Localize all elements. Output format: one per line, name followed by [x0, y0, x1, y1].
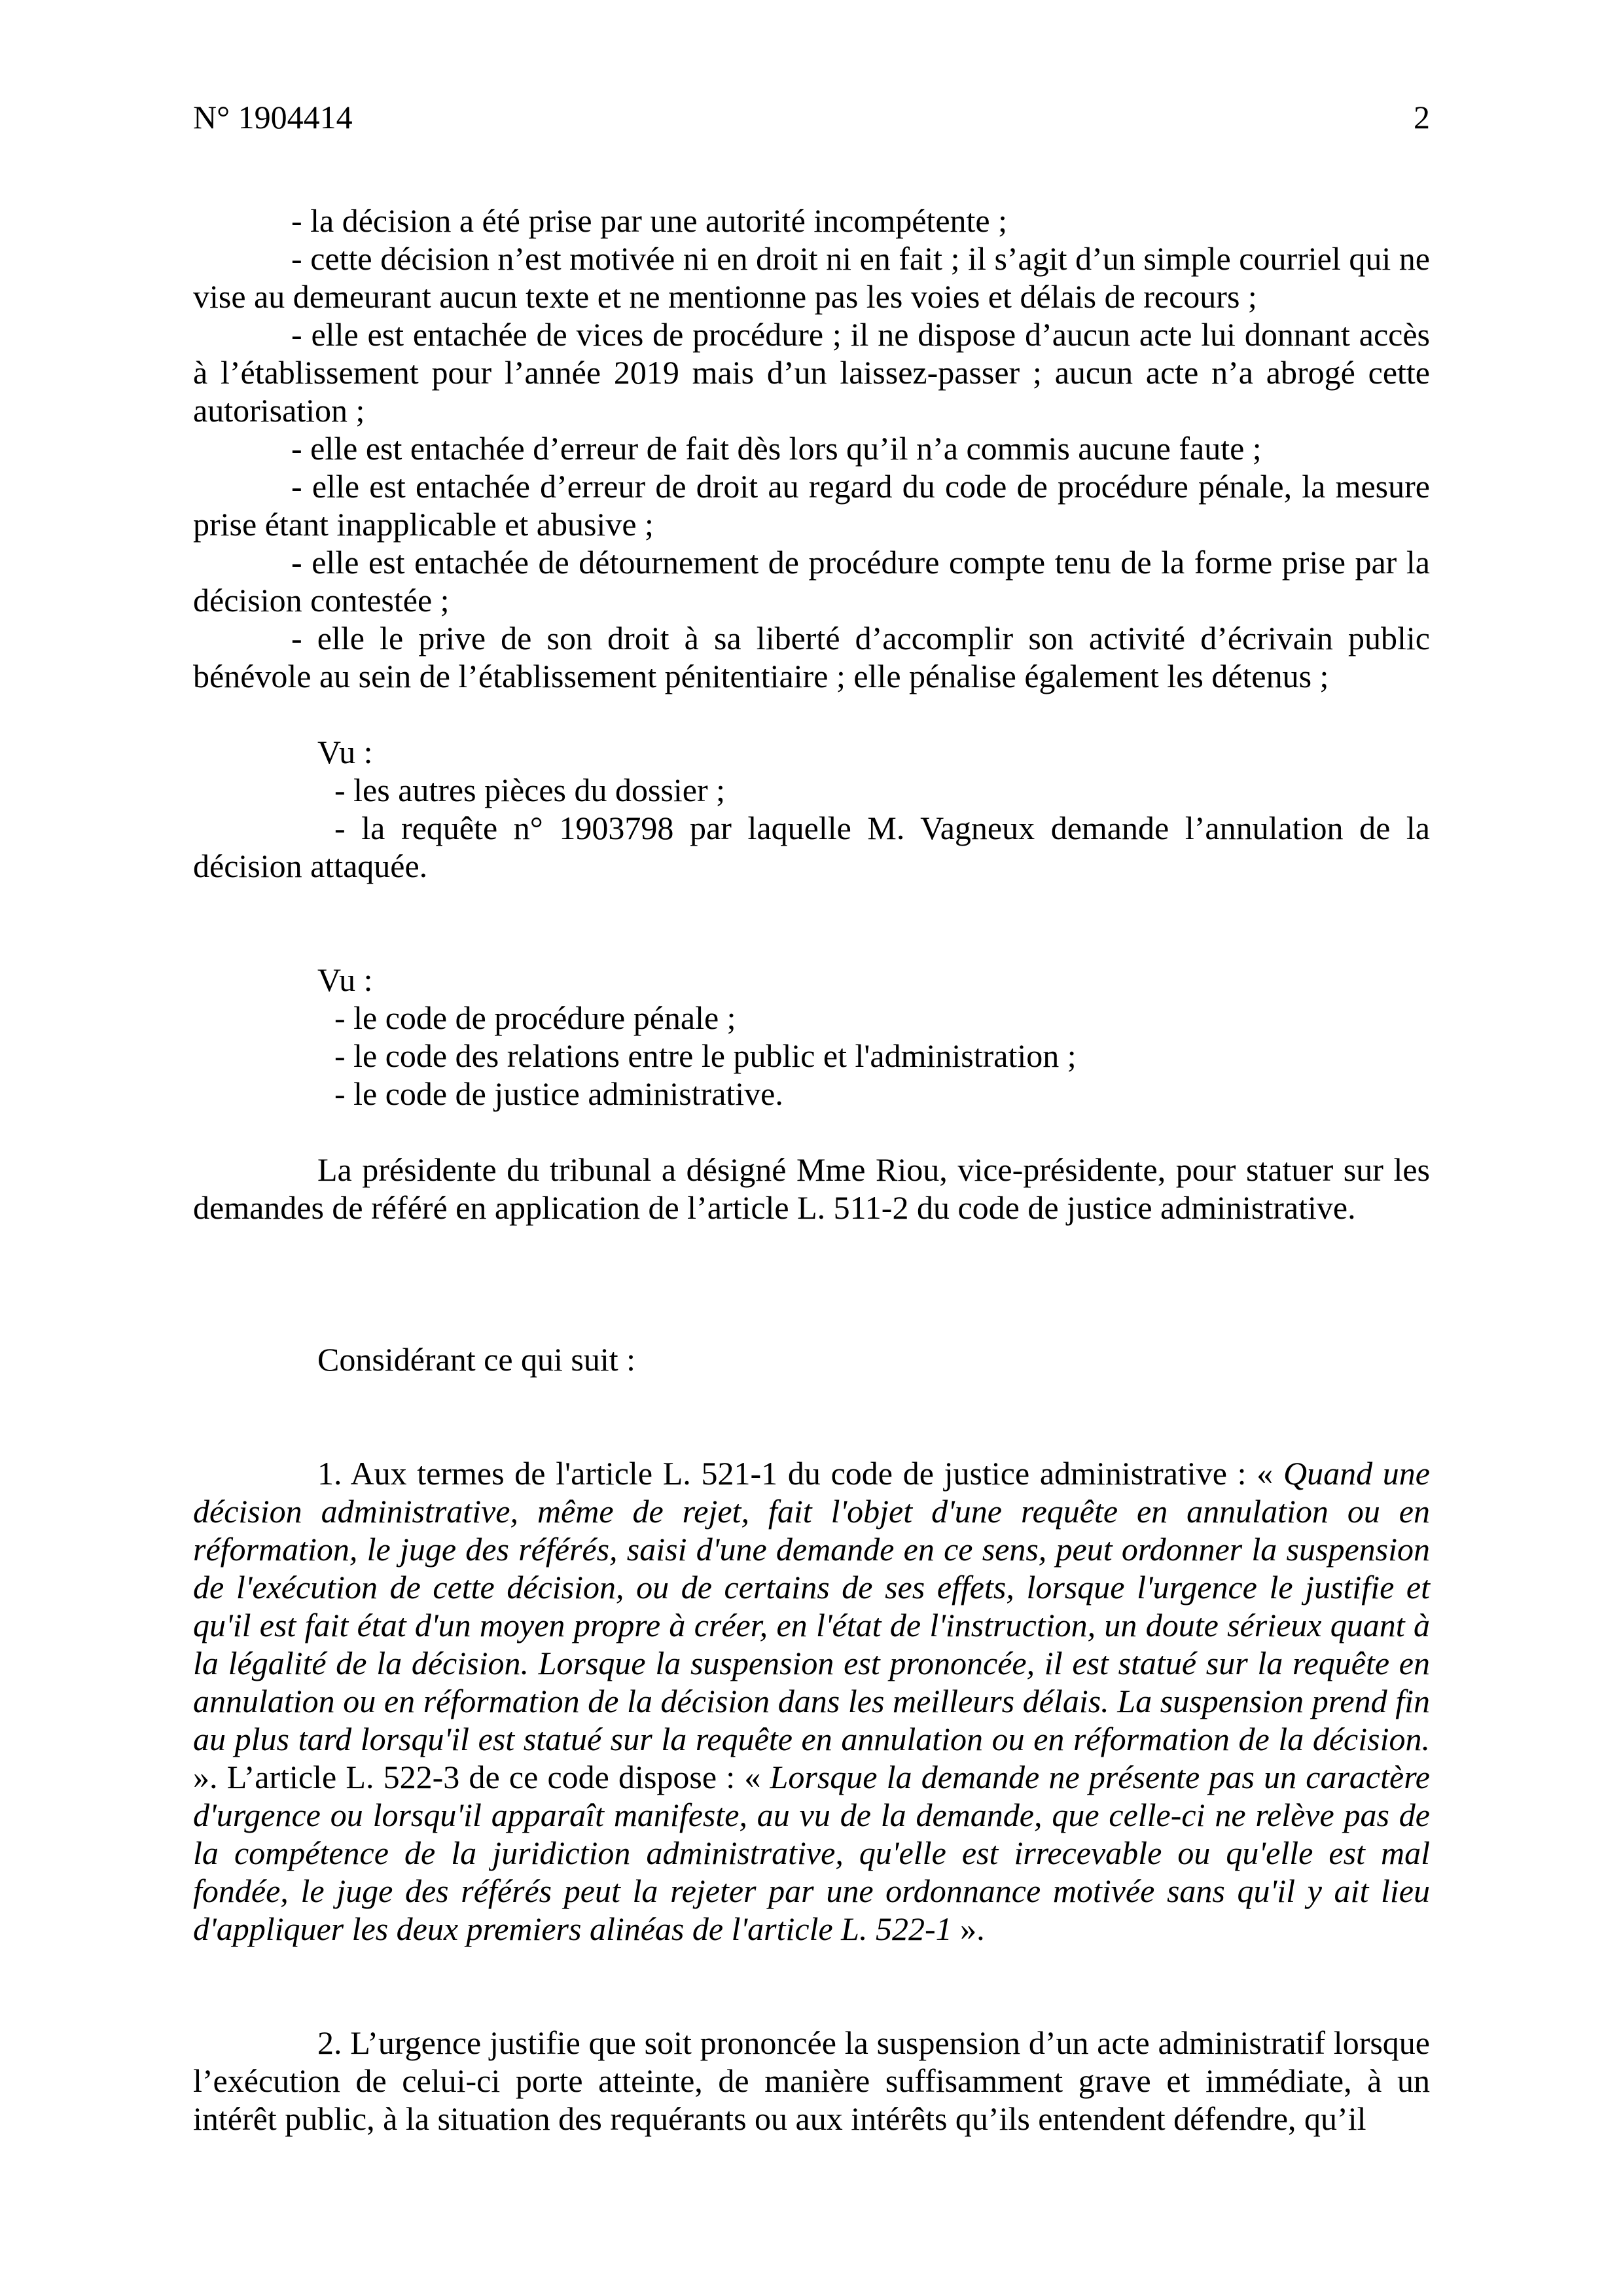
- page-content: [193, 98, 1430, 2138]
- visa2-intro: Vu :: [317, 961, 373, 998]
- point1-regular-segment: ».: [960, 1910, 985, 1947]
- page-number: 2: [1414, 99, 1430, 135]
- moyen-item: - elle est entachée de vices de procédure ; il ne dispose d’aucun acte lui donnant accès à l’établissement pour l’année 2019 mais d’un laissez-passer ; aucun acte n’a abrogé cette autorisation ;: [193, 316, 1430, 429]
- moyen-item: - elle le prive de son droit à sa liberté d’accomplir son activité d’écrivain public bénévole au sein de l’établissement pénitentiaire ; elle pénalise également les détenus ;: [193, 620, 1430, 694]
- moyen-item: - elle est entachée de détournement de procédure compte tenu de la forme prise par la décision contestée ;: [193, 544, 1430, 619]
- visa2-item: - le code des relations entre le public et l'administration ;: [334, 1037, 1077, 1074]
- judge-designation-paragraph: La présidente du tribunal a désigné Mme Riou, vice-présidente, pour statuer sur les demandes de référé en application de l’article L. 511-2 du code de justice administrative.: [193, 1151, 1430, 1226]
- point1-italic-quote: Quand une décision administrative, même de rejet, fait l'objet d'une requête en annulation ou en réformation, le juge des référés, saisi d'une demande en ce sens, peut ordonner la suspension de l'exécution de cette décision, ou de certains de ses effets, lorsque l'urgence le justifie et qu'il est fait état d'un moyen propre à créer, en l'état de l'instruction, un doute sérieux quant à la légalité de la décision. Lorsque la suspension est prononcée, il est statué sur la requête en annulation ou en réformation de la décision dans les meilleurs délais. La suspension prend fin au plus tard lorsqu'il est statué sur la requête en annulation ou en réformation de la décision.: [193, 1455, 1430, 1757]
- point1-italic-quote: Lorsque la demande ne présente pas un caractère d'urgence ou lorsqu'il apparaît manifeste, au vu de la demande, que celle-ci ne relève pas de la compétence de la juridiction administrative, qu'elle est irrecevable ou qu'elle est mal fondée, le juge des référés peut la rejeter par une ordonnance motivée sans qu'il y ait lieu d'appliquer les deux premiers alinéas de l'article L. 522-1: [193, 1759, 1430, 1947]
- moyen-item: - la décision a été prise par une autorité incompétente ;: [291, 202, 1007, 239]
- consideration-point-1: [193, 1454, 1430, 1948]
- consideration-point-2: 2. L’urgence justifie que soit prononcée la suspension d’un acte administratif lorsque l’exécution de celui-ci porte atteinte, de manière suffisamment grave et immédiate, à un intérêt public, à la situation des requérants ou aux intérêts qu’ils entendent défendre, qu’il: [193, 2024, 1430, 2137]
- visa1-intro: Vu :: [317, 734, 373, 770]
- page-header: [193, 98, 1430, 136]
- moyen-item: - cette décision n’est motivée ni en droit ni en fait ; il s’agit d’un simple courriel qui ne vise au demeurant aucun texte et ne mentionne pas les voies et délais de recours ;: [193, 240, 1430, 315]
- moyen-item: - elle est entachée d’erreur de fait dès lors qu’il n’a commis aucune faute ;: [291, 430, 1262, 467]
- visa1-item: - les autres pièces du dossier ;: [334, 772, 726, 808]
- doc-number: N° 1904414: [193, 99, 353, 135]
- considerant-heading: Considérant ce qui suit :: [317, 1341, 636, 1378]
- visa2-item: - le code de justice administrative.: [334, 1075, 783, 1112]
- point1-regular-segment: 1. Aux termes de l'article L. 521-1 du code de justice administrative : «: [317, 1455, 1283, 1492]
- visa1-item: - la requête n° 1903798 par laquelle M. Vagneux demande l’annulation de la décision attaquée.: [193, 810, 1430, 884]
- point1-regular-segment: ». L’article L. 522-3 de ce code dispose : «: [193, 1759, 770, 1795]
- moyen-item: - elle est entachée d’erreur de droit au regard du code de procédure pénale, la mesure prise étant inapplicable et abusive ;: [193, 468, 1430, 543]
- visa2-item: - le code de procédure pénale ;: [334, 999, 736, 1036]
